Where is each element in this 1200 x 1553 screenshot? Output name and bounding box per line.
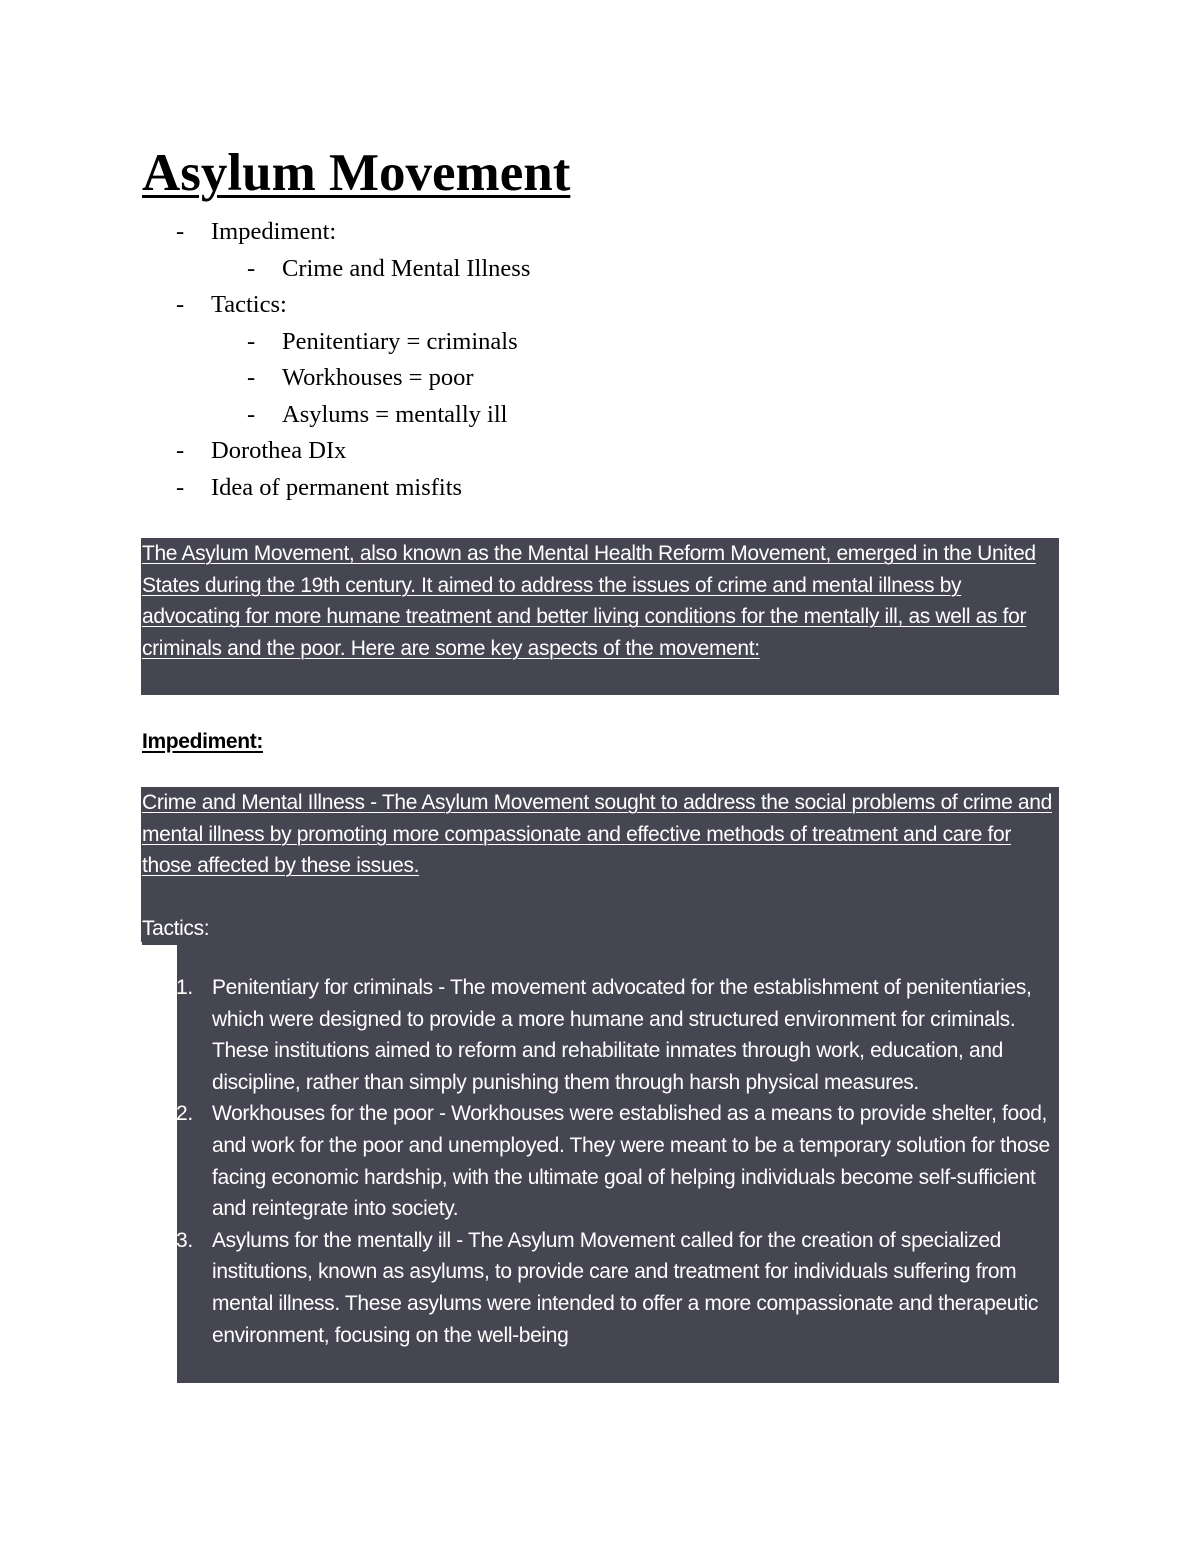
tactics-list — [177, 972, 1059, 1351]
bullet-dash: - — [247, 254, 256, 282]
outline-item-label: Dorothea DIx — [211, 437, 347, 464]
tactic-text: Workhouses for the poor - Workhouses were established as a means to provide shelter, food, and work for the poor and unemployed. They were meant to be a temporary solution for those facing economic hardship, with the ultimate goal of helping individuals become self-sufficient and reintegrate into society. — [212, 1102, 1050, 1221]
tactics-highlight-block — [177, 942, 1059, 1383]
outline-item-label: Idea of permanent misfits — [211, 473, 463, 501]
impediment-paragraph: Crime and Mental Illness - The Asylum Movement sought to address the social problems of crime and mental illness by promoting more compassionate and effective methods of treatment and care for those affected by these issues. — [142, 791, 1052, 878]
tactic-text: Asylums for the mentally ill - The Asylum Movement called for the creation of specialized institutions, known as asylums, to provide care and treatment for individuals suffering from mental illness. These asylums were intended to offer a more compassionate and therapeutic environment, focusing on the well-being — [212, 1228, 1039, 1347]
intro-highlight-block — [141, 538, 1059, 695]
outline-subitem-label: Penitentiary = criminals — [282, 327, 518, 355]
list-number: 1. — [176, 976, 193, 999]
list-number: 2. — [176, 1102, 193, 1126]
bullet-dash: - — [247, 327, 256, 355]
tactics-heading: Tactics: — [142, 913, 209, 945]
bullet-dash: - — [176, 437, 185, 464]
outline-subitem — [0, 251, 530, 288]
bullet-dash: - — [176, 291, 185, 318]
list-number: 3. — [176, 1228, 193, 1252]
outline-subitem — [0, 324, 530, 361]
outline-subitem — [0, 360, 530, 397]
outline-subitem-label: Asylums = mentally ill — [282, 400, 508, 428]
outline-item-label: Impediment: — [211, 218, 337, 245]
outline-subitem-label: Workhouses = poor — [282, 364, 474, 391]
bullet-dash: - — [247, 364, 256, 391]
tactic-item — [177, 1225, 1059, 1351]
impediment-highlight-block — [141, 787, 1059, 942]
tactic-item — [177, 1098, 1059, 1224]
bullet-dash: - — [247, 400, 256, 428]
outline-subitem-label: Crime and Mental Illness — [282, 254, 531, 282]
impediment-heading: Impediment: — [142, 730, 263, 753]
outline-item-label: Tactics: — [211, 291, 287, 318]
outline-item-misfits — [0, 470, 530, 507]
tactic-text: Penitentiary for criminals - The movement advocated for the establishment of penitentiaries, which were designed to provide a more humane and structured environment for criminals. These institutions aimed to reform and rehabilitate inmates through work, education, and discipline, rather than simply punishing them through harsh physical measures. — [212, 976, 1032, 1094]
bullet-dash: - — [176, 218, 185, 245]
outline-item-dorothea-dix — [0, 433, 530, 470]
bullet-dash: - — [176, 473, 185, 501]
tactic-item — [177, 972, 1059, 1098]
outline-item-tactics — [0, 287, 530, 324]
page-title: Asylum Movement — [142, 144, 571, 202]
outline-list — [0, 214, 530, 506]
intro-paragraph: The Asylum Movement, also known as the Mental Health Reform Movement, emerged in the United States during the 19th century. It aimed to address the issues of crime and mental illness by advocating for more humane treatment and better living conditions for the mentally ill, as well as for criminals and the poor. Here are some key aspects of the movement: — [142, 542, 1036, 660]
outline-item-impediment — [0, 214, 530, 251]
outline-subitem — [0, 397, 530, 434]
